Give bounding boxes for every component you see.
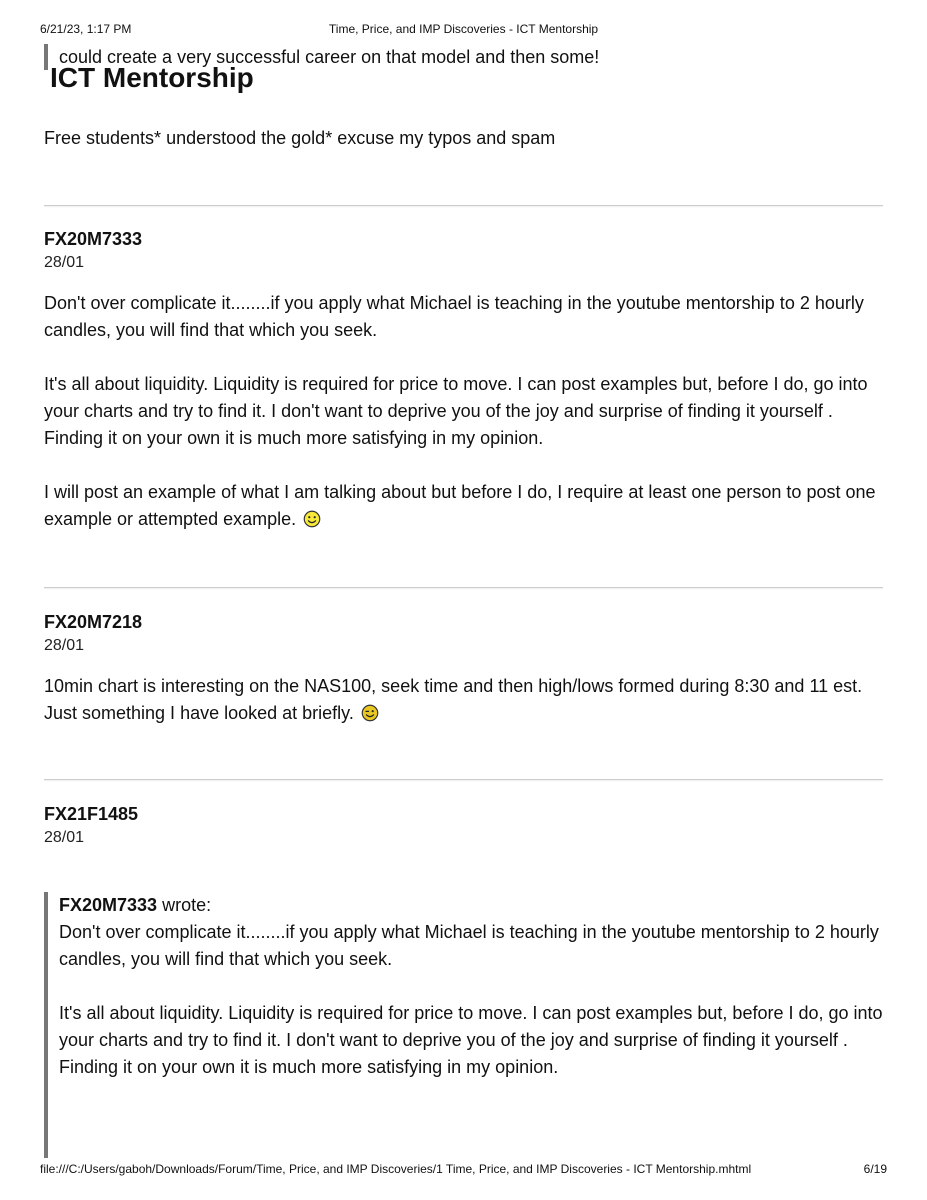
site-title[interactable]: ICT Mentorship bbox=[50, 62, 254, 93]
quote-block bbox=[44, 892, 890, 1158]
quote-wrote-label: wrote: bbox=[162, 895, 212, 915]
quote-author[interactable]: FX20M7333 bbox=[59, 895, 158, 915]
post-body bbox=[44, 673, 894, 727]
wink-icon bbox=[361, 704, 379, 722]
post-paragraph-text: I will post an example of what I am talking about but before I do, I require at least one person to post one example or attempted example. bbox=[44, 482, 876, 529]
post-paragraph-with-emoji bbox=[44, 673, 894, 727]
print-footer bbox=[40, 1162, 887, 1178]
print-datetime: 6/21/23, 1:17 PM bbox=[40, 22, 132, 36]
post-paragraph: Don't over complicate it........if you apply what Michael is teaching in the youtube mentorship to 2 hourly candles, you will find that which you seek. bbox=[44, 293, 864, 340]
post-divider bbox=[44, 779, 883, 780]
post-author[interactable]: FX20M7218 bbox=[44, 612, 143, 632]
quote-content bbox=[59, 892, 884, 1108]
quote-paragraph: It's all about liquidity. Liquidity is required for price to move. I can post examples but, before I do, go into your charts and try to find it. I don't want to deprive you of the joy and surprise of finding it yourself . Finding it on your own it is much more satisfying in my opinion. bbox=[59, 1003, 883, 1077]
post-author[interactable]: FX21F1485 bbox=[44, 804, 139, 824]
previous-quote-tail: could create a very successful career on that model and then some! bbox=[59, 47, 600, 67]
post-date: 28/01 bbox=[44, 829, 85, 846]
print-header bbox=[40, 22, 887, 38]
quote-bar bbox=[44, 44, 48, 70]
post-date: 28/01 bbox=[44, 637, 85, 654]
post-body bbox=[44, 290, 894, 533]
post-paragraph-with-emoji bbox=[44, 479, 894, 533]
post-paragraph-text: 10min chart is interesting on the NAS100, seek time and then high/lows formed during 8:30 and 11 est. Just something I have looked at briefly. bbox=[44, 676, 863, 723]
quote-attribution bbox=[59, 892, 884, 919]
post-date: 28/01 bbox=[44, 254, 85, 271]
post-divider bbox=[44, 587, 883, 588]
post-paragraph: It's all about liquidity. Liquidity is required for price to move. I can post examples but, before I do, go into your charts and try to find it. I don't want to deprive you of the joy and surprise of finding it yourself . Finding it on your own it is much more satisfying in my opinion. bbox=[44, 374, 868, 448]
smile-icon bbox=[303, 510, 321, 528]
quote-paragraph: Don't over complicate it........if you apply what Michael is teaching in the youtube mentorship to 2 hourly candles, you will find that which you seek. bbox=[59, 922, 879, 969]
post-divider bbox=[44, 205, 883, 206]
print-page-number: 6/19 bbox=[863, 1162, 887, 1176]
print-file-url: file:///C:/Users/gaboh/Downloads/Forum/Time, Price, and IMP Discoveries/1 Time, Price, and IMP Discoveries - ICT Mentorship.mhtml bbox=[40, 1162, 752, 1176]
print-document-title: Time, Price, and IMP Discoveries - ICT Mentorship bbox=[328, 22, 599, 36]
post-author[interactable]: FX20M7333 bbox=[44, 229, 143, 249]
previous-post-tail: Free students* understood the gold* excuse my typos and spam bbox=[44, 128, 556, 148]
